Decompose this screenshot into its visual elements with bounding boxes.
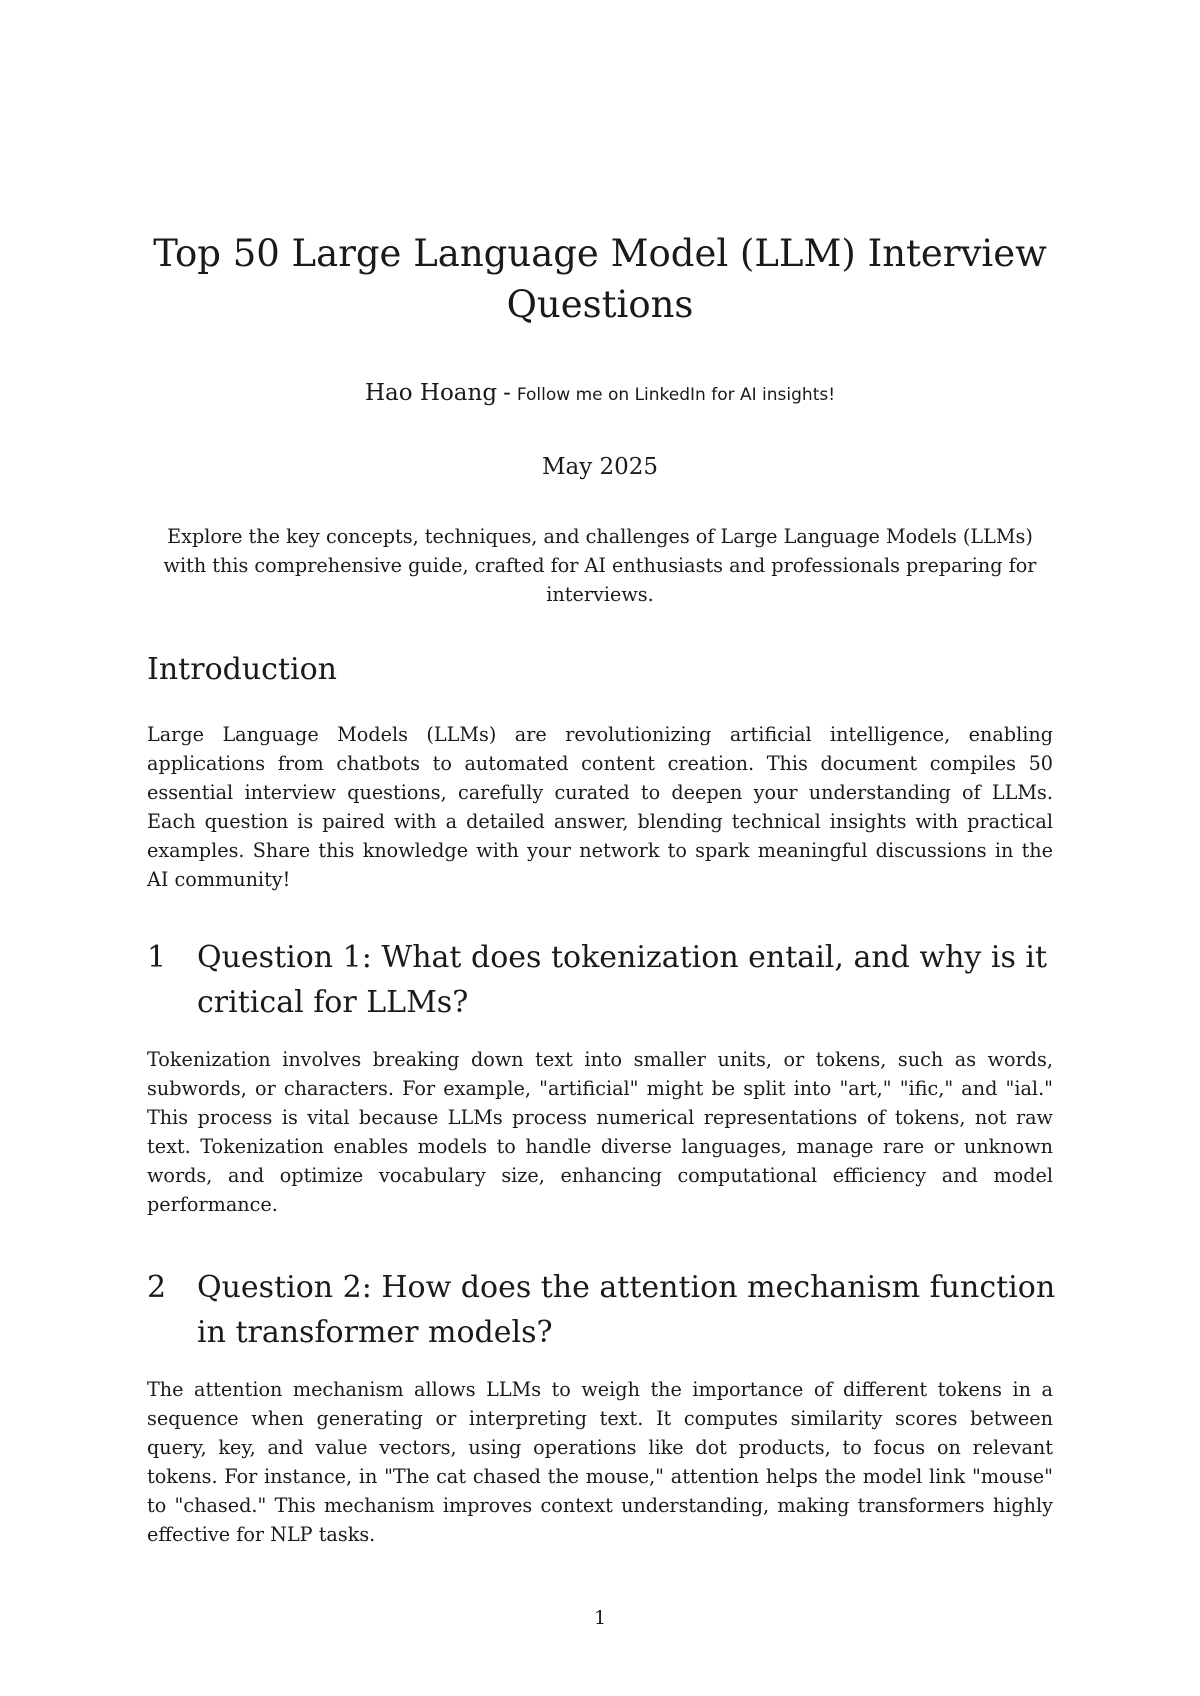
author-separator: - (503, 380, 511, 406)
author-name: Hao Hoang (364, 380, 498, 406)
section-number: 1 (147, 940, 167, 975)
introduction-body: Large Language Models (LLMs) are revolutionizing artificial intelligence, enabling applications from chatbots to automated content creation. This document compiles 50 essential interview questions, carefully curated to deepen your understanding of LLMs. Each question is paired with a detailed answer, blending technical insights with practical examples. Share this knowledge with your network to spark meaningful discussions in the AI community! (147, 723, 1053, 891)
author-note: Follow me on LinkedIn for AI insights! (516, 385, 836, 405)
introduction-heading: Introduction (147, 652, 337, 687)
abstract: Explore the key concepts, techniques, and challenges of Large Language Models (LLMs) with this comprehensive guide, crafted for AI enthusiasts and professionals preparing for interviews. (163, 525, 1037, 606)
section-body-1: Tokenization involves breaking down text into smaller units, or tokens, such as words, subwords, or characters. For example, "artificial" might be split into "art," "ific," and "ial." This process is vital because LLMs process numerical representations of tokens, not raw text. Tokenization enables models to handle diverse languages, manage rare or unknown words, and optimize vocabulary size, enhancing computational efficiency and model performance. (147, 1048, 1053, 1216)
section-body-2: The attention mechanism allows LLMs to weigh the importance of different tokens in a sequence when generating or interpreting text. It computes similarity scores between query, key, and value vectors, using operations like dot products, to focus on relevant tokens. For instance, in "The cat chased the mouse," attention helps the model link "mouse" to "chased." This mechanism improves context understanding, making transformers highly effective for NLP tasks. (147, 1378, 1053, 1546)
page-number: 1 (593, 1607, 607, 1629)
section-title: Question 1: What does tokenization entail, and why is it critical for LLMs? (197, 940, 1048, 1020)
section-title: Question 2: How does the attention mechanism function in transformer models? (197, 1270, 1056, 1350)
section-heading-1 (147, 935, 1067, 1025)
document-title: Top 50 Large Language Model (LLM) Interview Questions (153, 232, 1047, 326)
author-line (150, 378, 1050, 410)
document-date: May 2025 (541, 454, 659, 480)
section-heading-2 (147, 1265, 1067, 1355)
section-number: 2 (147, 1270, 167, 1305)
